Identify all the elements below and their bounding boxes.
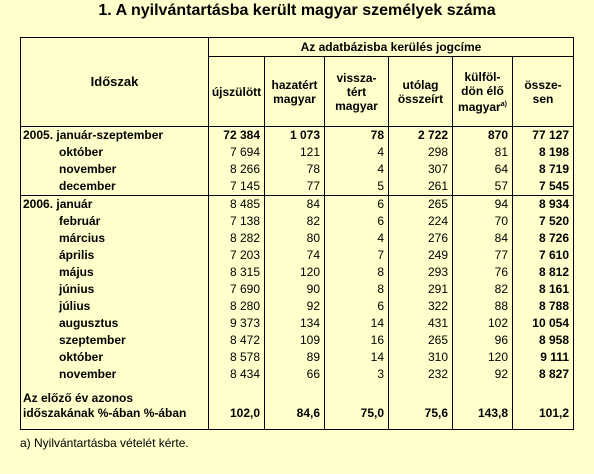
table-cell: 7 520 xyxy=(513,213,574,230)
table-cell: 9 111 xyxy=(513,349,574,366)
column-header-2 xyxy=(265,57,325,127)
column-header-6 xyxy=(513,57,574,127)
table-cell: 64 xyxy=(453,161,513,178)
table-cell: 121 xyxy=(265,144,325,161)
table-cell: 84 xyxy=(453,230,513,247)
row-label: június xyxy=(21,281,209,298)
table-cell: 8 812 xyxy=(513,264,574,281)
column-header-line: össze- xyxy=(524,77,562,92)
table-cell: 7 xyxy=(325,247,389,264)
table-cell: 16 xyxy=(325,332,389,349)
row-label: július xyxy=(21,298,209,315)
table-cell: 8 xyxy=(325,281,389,298)
table-row xyxy=(21,264,574,281)
table-row xyxy=(21,315,574,332)
table-row xyxy=(21,349,574,366)
table-title: 1. A nyilvántartásba került magyar személyek száma xyxy=(98,2,496,19)
table-cell: 8 788 xyxy=(513,298,574,315)
table-row xyxy=(21,127,574,145)
summary-cell: 101,2 xyxy=(513,383,574,430)
table-cell: 74 xyxy=(265,247,325,264)
table-cell: 10 054 xyxy=(513,315,574,332)
table-cell: 77 xyxy=(265,178,325,196)
group-header: Az adatbázisba kerülés jogcíme xyxy=(209,38,574,57)
table-row xyxy=(21,161,574,178)
table-cell: 232 xyxy=(389,366,453,383)
table-cell: 96 xyxy=(453,332,513,349)
row-label: március xyxy=(21,230,209,247)
summary-label-line: Az előző év azonos xyxy=(23,391,134,405)
table-cell: 8 xyxy=(325,264,389,281)
table-cell: 8 198 xyxy=(513,144,574,161)
footnote: a) Nyilvántartásba vételét kérte. xyxy=(20,436,189,450)
table-cell: 88 xyxy=(453,298,513,315)
table-cell: 6 xyxy=(325,213,389,230)
table-row xyxy=(21,332,574,349)
column-header-line: magyar xyxy=(335,98,378,113)
column-header-line: tért xyxy=(346,84,367,99)
table-cell: 134 xyxy=(265,315,325,332)
table-cell: 249 xyxy=(389,247,453,264)
table-cell: 70 xyxy=(453,213,513,230)
table-cell: 102 xyxy=(453,315,513,332)
table-cell: 7 138 xyxy=(209,213,265,230)
table-cell: 4 xyxy=(325,161,389,178)
table-cell: 57 xyxy=(453,178,513,196)
row-label: augusztus xyxy=(21,315,209,332)
summary-label xyxy=(21,383,209,430)
table-cell: 120 xyxy=(265,264,325,281)
row-label: november xyxy=(21,366,209,383)
table-cell: 8 472 xyxy=(209,332,265,349)
column-header-line: hazatért xyxy=(271,77,318,92)
footnote-marker: a) xyxy=(500,100,507,108)
table-cell: 431 xyxy=(389,315,453,332)
table-cell: 66 xyxy=(265,366,325,383)
table-cell: 7 694 xyxy=(209,144,265,161)
row-label: szeptember xyxy=(21,332,209,349)
table-cell: 7 690 xyxy=(209,281,265,298)
table-cell: 9 373 xyxy=(209,315,265,332)
table-cell: 7 145 xyxy=(209,178,265,196)
table-cell: 224 xyxy=(389,213,453,230)
row-label: április xyxy=(21,247,209,264)
table-row xyxy=(21,213,574,230)
table-cell: 8 485 xyxy=(209,196,265,214)
summary-cell: 75,0 xyxy=(325,383,389,430)
table-cell: 307 xyxy=(389,161,453,178)
table-cell: 82 xyxy=(453,281,513,298)
data-table xyxy=(20,37,574,430)
row-label: december xyxy=(21,178,209,196)
table-row xyxy=(21,247,574,264)
column-header-line: magyar xyxy=(458,99,501,114)
table-cell: 109 xyxy=(265,332,325,349)
row-label: február xyxy=(21,213,209,230)
table-cell: 14 xyxy=(325,349,389,366)
summary-cell: 84,6 xyxy=(265,383,325,430)
column-header-line: utólag xyxy=(402,77,439,92)
table-cell: 77 127 xyxy=(513,127,574,145)
table-cell: 81 xyxy=(453,144,513,161)
table-cell: 8 266 xyxy=(209,161,265,178)
column-header-line: magyar xyxy=(273,91,316,106)
table-cell: 89 xyxy=(265,349,325,366)
table-cell: 72 384 xyxy=(209,127,265,145)
table-cell: 7 545 xyxy=(513,178,574,196)
table-cell: 322 xyxy=(389,298,453,315)
table-cell: 92 xyxy=(265,298,325,315)
table-cell: 8 726 xyxy=(513,230,574,247)
table-cell: 8 934 xyxy=(513,196,574,214)
column-header-line: dön élő xyxy=(461,83,504,98)
table-cell: 14 xyxy=(325,315,389,332)
table-cell: 261 xyxy=(389,178,453,196)
table-cell: 82 xyxy=(265,213,325,230)
table-cell: 90 xyxy=(265,281,325,298)
table-cell: 1 073 xyxy=(265,127,325,145)
table-cell: 2 722 xyxy=(389,127,453,145)
table-row xyxy=(21,178,574,196)
column-header-line: újszülött xyxy=(211,84,262,99)
column-header-line: külföl- xyxy=(464,69,501,84)
table-row xyxy=(21,298,574,315)
table-cell: 6 xyxy=(325,298,389,315)
column-header-1 xyxy=(209,57,265,127)
table-cell: 80 xyxy=(265,230,325,247)
column-header-3 xyxy=(325,57,389,127)
table-cell: 291 xyxy=(389,281,453,298)
row-label: 2005. január-szeptember xyxy=(21,127,209,145)
table-cell: 298 xyxy=(389,144,453,161)
table-cell: 8 578 xyxy=(209,349,265,366)
table-row xyxy=(21,196,574,214)
table-cell: 310 xyxy=(389,349,453,366)
row-label: október xyxy=(21,144,209,161)
table-cell: 870 xyxy=(453,127,513,145)
table-cell: 7 610 xyxy=(513,247,574,264)
table-cell: 3 xyxy=(325,366,389,383)
table-cell: 4 xyxy=(325,144,389,161)
table-cell: 76 xyxy=(453,264,513,281)
table-cell: 77 xyxy=(453,247,513,264)
table-cell: 120 xyxy=(453,349,513,366)
table-cell: 8 315 xyxy=(209,264,265,281)
summary-row xyxy=(21,383,574,430)
table-cell: 8 719 xyxy=(513,161,574,178)
table-cell: 6 xyxy=(325,196,389,214)
table-cell: 276 xyxy=(389,230,453,247)
table-row xyxy=(21,281,574,298)
summary-cell: 75,6 xyxy=(389,383,453,430)
row-label: október xyxy=(21,349,209,366)
row-label: 2006. január xyxy=(21,196,209,214)
table-cell: 8 434 xyxy=(209,366,265,383)
table-cell: 8 282 xyxy=(209,230,265,247)
table-cell: 92 xyxy=(453,366,513,383)
table-cell: 84 xyxy=(265,196,325,214)
summary-cell: 143,8 xyxy=(453,383,513,430)
period-header: Időszak xyxy=(21,38,209,127)
column-header-line: összeírt xyxy=(397,91,444,106)
table-cell: 5 xyxy=(325,178,389,196)
table-row xyxy=(21,230,574,247)
table-row xyxy=(21,144,574,161)
column-header-line: vissza- xyxy=(336,70,377,85)
table-cell: 8 827 xyxy=(513,366,574,383)
table-row xyxy=(21,366,574,383)
summary-cell: 102,0 xyxy=(209,383,265,430)
row-label: május xyxy=(21,264,209,281)
table-cell: 4 xyxy=(325,230,389,247)
column-header-5 xyxy=(453,57,513,127)
table-cell: 8 280 xyxy=(209,298,265,315)
table-cell: 94 xyxy=(453,196,513,214)
table-cell: 78 xyxy=(325,127,389,145)
row-label: november xyxy=(21,161,209,178)
summary-label-line: időszakának %-ában %-ában xyxy=(23,406,187,420)
table-cell: 265 xyxy=(389,196,453,214)
table-cell: 265 xyxy=(389,332,453,349)
table-cell: 293 xyxy=(389,264,453,281)
table-cell: 7 203 xyxy=(209,247,265,264)
table-cell: 78 xyxy=(265,161,325,178)
table-cell: 8 161 xyxy=(513,281,574,298)
column-header-line: sen xyxy=(532,91,554,106)
column-header-4 xyxy=(389,57,453,127)
table-cell: 8 958 xyxy=(513,332,574,349)
